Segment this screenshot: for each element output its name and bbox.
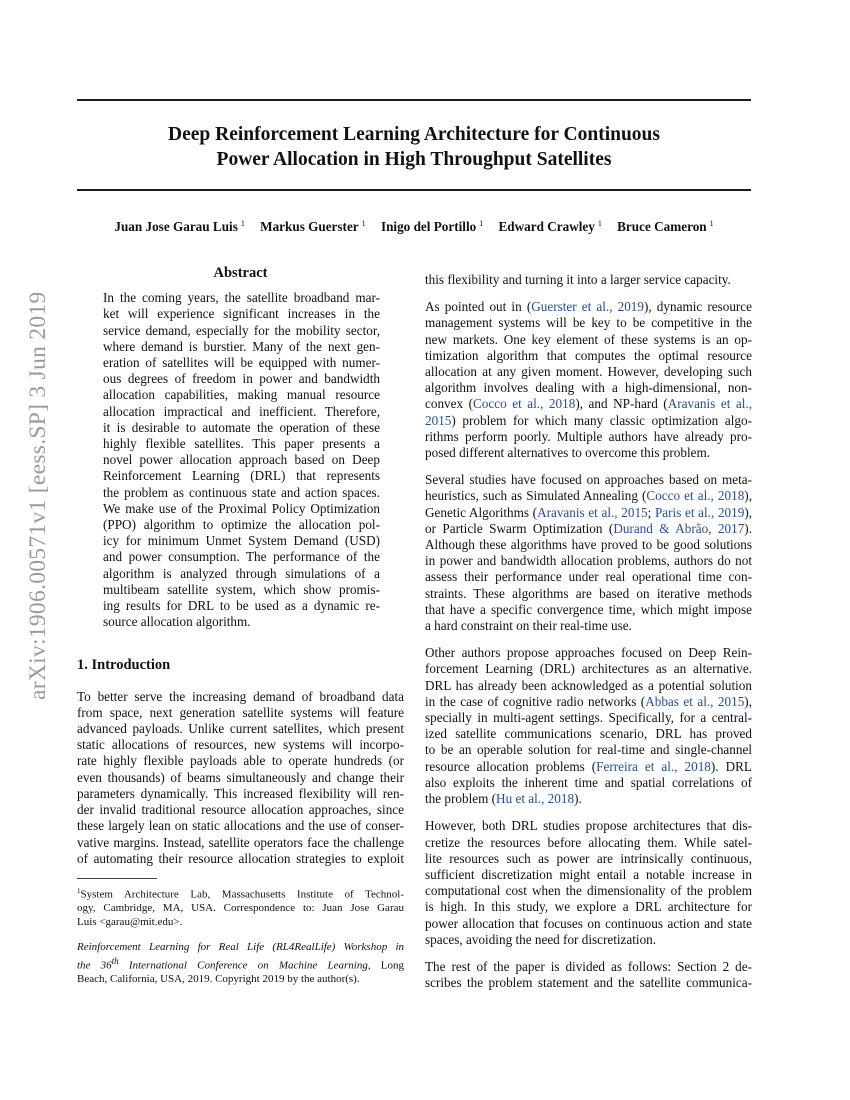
text-line: forcement Learning (DRL) architectures as an alternative. <box>425 661 752 677</box>
abstract-line: where demand is burstier. Many of the next gen- <box>103 338 380 354</box>
text-line: computational cost when the dimensionality of the problem <box>425 883 752 899</box>
author-name: Markus Guerster <box>260 219 359 235</box>
text-line: posed different alternatives to overcome this problem. <box>425 445 711 461</box>
text-line: that have a specific convergence time, which might impose <box>425 601 752 617</box>
text-line: DRL has already been acknowledged as a potential solution <box>425 677 752 693</box>
citation-link[interactable]: Cocco et al., 2018 <box>473 396 576 412</box>
body-paragraph <box>425 472 752 634</box>
introduction-paragraph <box>77 689 404 867</box>
text-line: sufficient discretization might entail a notable increase in <box>425 866 752 882</box>
citation-link[interactable]: Cocco et al., 2018 <box>646 488 745 504</box>
footnote-rule <box>77 878 157 879</box>
text-line: ized satellite communications scenario, DRL has proved <box>425 726 752 742</box>
abstract-line: service demand, especially for the mobility sector, <box>103 322 380 338</box>
author <box>381 219 483 234</box>
abstract-heading: Abstract <box>213 265 268 281</box>
text-line: even thousands) of beams simultaneously and change their <box>77 769 404 785</box>
text-line: 2015) problem for which many classic optimization algo- <box>425 412 752 428</box>
section-heading-introduction: 1. Introduction <box>77 657 171 674</box>
abstract-line: ous degrees of freedom in power and bandwidth <box>103 371 380 387</box>
author <box>499 219 602 234</box>
text-line: vative margins. Instead, satellite operators face the challenge <box>77 834 404 850</box>
text-line: static allocations of resources, new systems will incorpo- <box>77 737 404 753</box>
text-line: advanced payloads. Unlike current satellites, which present <box>77 721 404 737</box>
text-line: power allocation that focuses on continuous action and state <box>425 915 752 931</box>
abstract-line: ing results for DRL to be used as a dynamic re- <box>103 598 380 614</box>
text-line: or Particle Swarm Optimization (Durand & Abrão, 2017). <box>425 520 752 536</box>
text-line: Several studies have focused on approaches based on meta- <box>425 472 752 488</box>
text-line: of automating their resource allocation strategies to exploit <box>77 850 404 866</box>
abstract-line: (PPO) algorithm to optimize the allocation pol- <box>103 517 380 533</box>
text-line: in power and bandwidth allocation problems, authors do not <box>425 553 752 569</box>
author-affiliation-mark: 1 <box>597 219 602 228</box>
abstract-body <box>103 290 380 630</box>
author <box>260 219 366 234</box>
abstract-line: algorithm is analyzed through simulations of a <box>103 565 380 581</box>
citation-link[interactable]: Guerster et al., 2019 <box>531 299 644 315</box>
text-line: Other authors propose approaches focused on Deep Rein- <box>425 645 752 661</box>
venue-line: Reinforcement Learning for Real Life (RL4RealLife) Workshop in <box>77 941 404 954</box>
abstract-line: In the coming years, the satellite broadband mar- <box>103 290 380 306</box>
text-line: allocation at any given moment. However, developing such <box>425 364 752 380</box>
abstract-line: novel power allocation approach based on Deep <box>103 452 380 468</box>
abstract-line: multibeam satellite system, which show promis- <box>103 581 380 597</box>
text-line: scribes the problem statement and the satellite communica- <box>425 975 752 991</box>
footnote-line: Luis <garau@mit.edu>. <box>77 915 183 928</box>
footnote-line: $^1$System Architecture Lab, Massachusetts Institute of Technol- <box>77 886 404 901</box>
text-line: algorithm involves dealing with a high-dimensional, non- <box>425 380 752 396</box>
title-bottom-rule <box>77 189 751 191</box>
author-list <box>60 219 768 235</box>
text-line: is high. In this study, we explore a DRL architecture for <box>425 899 752 915</box>
text-line: rithms perform poorly. Multiple authors have already pro- <box>425 428 752 444</box>
text-line: heuristics, such as Simulated Annealing (Cocco et al., 2018), <box>425 488 752 504</box>
author-name: Juan Jose Garau Luis <box>114 219 238 235</box>
text-line: As pointed out in (Guerster et al., 2019), dynamic resource <box>425 299 753 315</box>
text-line: a hard constraint on their real-time use. <box>425 618 632 634</box>
paper-title <box>77 122 751 172</box>
title-line: Deep Reinforcement Learning Architecture for Continuous <box>168 124 660 145</box>
right-column <box>425 272 752 1002</box>
text-line: resource allocation problems (Ferreira et al., 2018). DRL <box>425 758 752 774</box>
text-line: management systems will be key to be competitive in the <box>425 315 752 331</box>
title-top-rule <box>77 99 751 101</box>
text-line: To better serve the increasing demand of broadband data <box>77 688 404 704</box>
text-line: The rest of the paper is divided as follows: Section 2 de- <box>425 958 752 974</box>
abstract-line: We make use of the Proximal Policy Optimization <box>103 500 380 516</box>
body-paragraph <box>425 645 752 807</box>
text-line: from space, next generation satellite systems will feature <box>77 704 404 720</box>
abstract-line: it is desirable to automate the operation of these <box>103 419 380 435</box>
author-affiliation-mark: 1 <box>479 219 484 228</box>
citation-link[interactable]: Aravanis et al., <box>667 396 753 412</box>
abstract-line: Reinforcement Learning (DRL) that represents <box>103 468 380 484</box>
text-line: assess their performance under real operational time con- <box>425 569 752 585</box>
body-paragraph <box>425 299 752 461</box>
citation-link[interactable]: Hu et al., 2018 <box>496 791 575 807</box>
author-name: Bruce Cameron <box>617 219 707 235</box>
text-line: the problem (Hu et al., 2018). <box>425 791 582 807</box>
text-line: to be an operable solution for real-time and single-channel <box>425 742 752 758</box>
author-name: Inigo del Portillo <box>380 219 477 235</box>
text-line: new markets. One key element of these systems is an op- <box>425 331 752 347</box>
arxiv-identifier: arXiv:1906.00571v1 [eess.SP] 3 Jun 2019 <box>25 291 51 700</box>
abstract-line: source allocation algorithm. <box>103 614 251 630</box>
text-line: also exploits the inherent time and spatial correlations of <box>425 774 752 790</box>
body-paragraph <box>425 959 752 991</box>
author <box>114 219 244 234</box>
body-paragraph <box>425 818 752 948</box>
citation-link[interactable]: Abbas et al., 2015 <box>645 693 745 709</box>
text-line: der invalid traditional resource allocation approaches, since <box>77 802 404 818</box>
author <box>617 219 714 234</box>
abstract-line: allocation impractical and inefficient. Therefore, <box>103 403 380 419</box>
body-paragraph <box>425 272 752 288</box>
title-line: Power Allocation in High Throughput Satellites <box>216 149 612 170</box>
venue-line: Beach, California, USA, 2019. Copyright 2019 by the author(s). <box>77 972 360 985</box>
text-line: cretize the resources before allocating them. While satel- <box>425 834 752 850</box>
text-line: convex (Cocco et al., 2018), and NP-hard (Aravanis et al., <box>425 396 753 412</box>
citation-link[interactable]: Paris et al., 2019 <box>654 504 745 520</box>
footnote-line: ogy, Cambridge, MA, USA. Correspondence to: Juan Jose Garau <box>77 902 404 915</box>
citation-link[interactable]: Ferreira et al., 2018 <box>596 758 711 774</box>
text-line: rate highly flexible payloads able to operate hundreds (or <box>77 753 404 769</box>
venue-note <box>77 941 404 986</box>
abstract-line: the problem as continuous state and action spaces. <box>103 484 380 500</box>
text-line: in the case of cognitive radio networks (Abbas et al., 2015), <box>425 693 752 709</box>
abstract-line: highly flexible satellites. This paper presents a <box>103 436 380 452</box>
abstract-line: eration of satellites will be equipped with numer- <box>103 355 380 371</box>
author-affiliation-mark: 1 <box>361 219 366 228</box>
text-line: specially in multi-agent settings. Specifically, for a central- <box>425 710 752 726</box>
abstract-line: ket will experience significant increases in the <box>103 306 380 322</box>
abstract-line: icy for minimum Unmet System Demand (USD) <box>103 533 380 549</box>
footnote-mark: 1 <box>77 886 81 895</box>
citation-link[interactable]: 2015 <box>425 412 452 428</box>
citation-link[interactable]: Durand & Abrão, 2017 <box>613 520 745 536</box>
text-line: However, both DRL studies propose architectures that dis- <box>425 818 752 834</box>
affiliation-footnote <box>77 885 404 929</box>
abstract-line: and power consumption. The performance of the <box>103 549 380 565</box>
text-line: Although these algorithms have proved to be good solutions <box>425 537 752 553</box>
text-line: parameters dynamically. This increased flexibility will ren- <box>77 785 404 801</box>
text-line: spaces, avoiding the need for discretization. <box>425 931 657 947</box>
venue-line: the 36th International Conference on Machine Learning, Long <box>77 955 404 972</box>
text-line: these largely lean on static allocations and the use of conser- <box>77 818 404 834</box>
citation-link[interactable]: Aravanis et al., 2015 <box>537 504 648 520</box>
text-line: lite resources such as power are intrinsically continuous, <box>425 850 752 866</box>
author-affiliation-mark: 1 <box>240 219 245 228</box>
author-name: Edward Crawley <box>498 219 595 235</box>
text-line: straints. These algorithms are based on iterative methods <box>425 585 752 601</box>
text-line: this flexibility and turning it into a larger service capacity. <box>425 272 731 287</box>
abstract-line: allocation capabilities, making manual resource <box>103 387 380 403</box>
text-line: timization algorithm that computes the optimal resource <box>425 347 752 363</box>
left-column <box>77 265 404 986</box>
author-affiliation-mark: 1 <box>709 219 714 228</box>
text-line: Genetic Algorithms (Aravanis et al., 2015; Paris et al., 2019), <box>425 504 753 520</box>
